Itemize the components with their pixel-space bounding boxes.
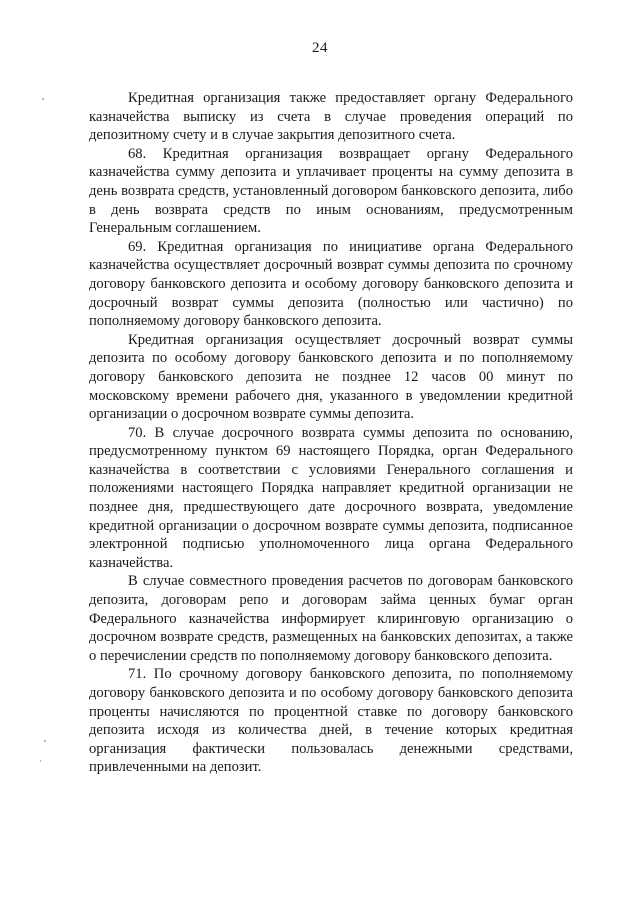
scan-speck [42, 98, 44, 100]
page-number: 24 [312, 40, 328, 56]
paragraph-70-continued: В случае совместного проведения расчетов по договорам банковского депозита, договорам репо и договорам займа ценных бумаг орган Федерального казначейства информирует клиринговую организацию о досрочном возврате средств, размещенных на банковских депозитах, а также о перечислении средств по пополняемому договору банковского депозита. [89, 573, 573, 664]
scan-speck [44, 740, 46, 742]
document-body [89, 89, 573, 777]
paragraph-statement-provision: Кредитная организация также предоставляет органу Федерального казначейства выписку из счета в случае проведения операций по депозитному счету и в случае закрытия депозитного счета. [89, 90, 573, 144]
paragraph-69: 69. Кредитная организация по инициативе органа Федерального казначейства осуществляет досрочный возврат суммы депозита по срочному договору банковского депозита и особому договору банковского депозита и досрочный возврат суммы депозита (полностью или частично) по пополняемому договору банковского депозита. [89, 238, 573, 330]
paragraph-69-continued: Кредитная организация осуществляет досрочный возврат суммы депозита по особому договору банковского депозита и по пополняемому договору банковского депозита не позднее 12 часов 00 минут по московскому времени рабочего дня, указанного в уведомлении кредитной организации о досрочном возврате суммы депозита. [89, 331, 573, 423]
scan-speck [40, 760, 41, 762]
paragraph-70: 70. В случае досрочного возврата суммы депозита по основанию, предусмотренному пунктом 69 настоящего Порядка, орган Федерального казначейства в соответствии с условиями Генерального соглашения и положениями настоящего Порядка направляет кредитной организации не позднее дня, предшествующего дате досрочного возврата, уведомление кредитной организации о досрочном возврате суммы депозита, подписанное электронной подписью уполномоченного лица органа Федерального казначейства. [89, 424, 573, 571]
paragraph-68: 68. Кредитная организация возвращает органу Федерального казначейства сумму депозита и уплачивает проценты на сумму депозита в день возврата средств, установленный договором банковского депозита, либо в день возврата средств по иным основаниям, предусмотренным Генеральным соглашением. [89, 145, 573, 237]
paragraph-71: 71. По срочному договору банковского депозита, по пополняемому договору банковского депозита и по особому договору банковского депозита проценты начисляются по процентной ставке по договору банковского депозита исходя из количества дней, в течение которых кредитная организация фактически пользовалась денежными средствами, привлеченными на депозит. [89, 666, 573, 776]
